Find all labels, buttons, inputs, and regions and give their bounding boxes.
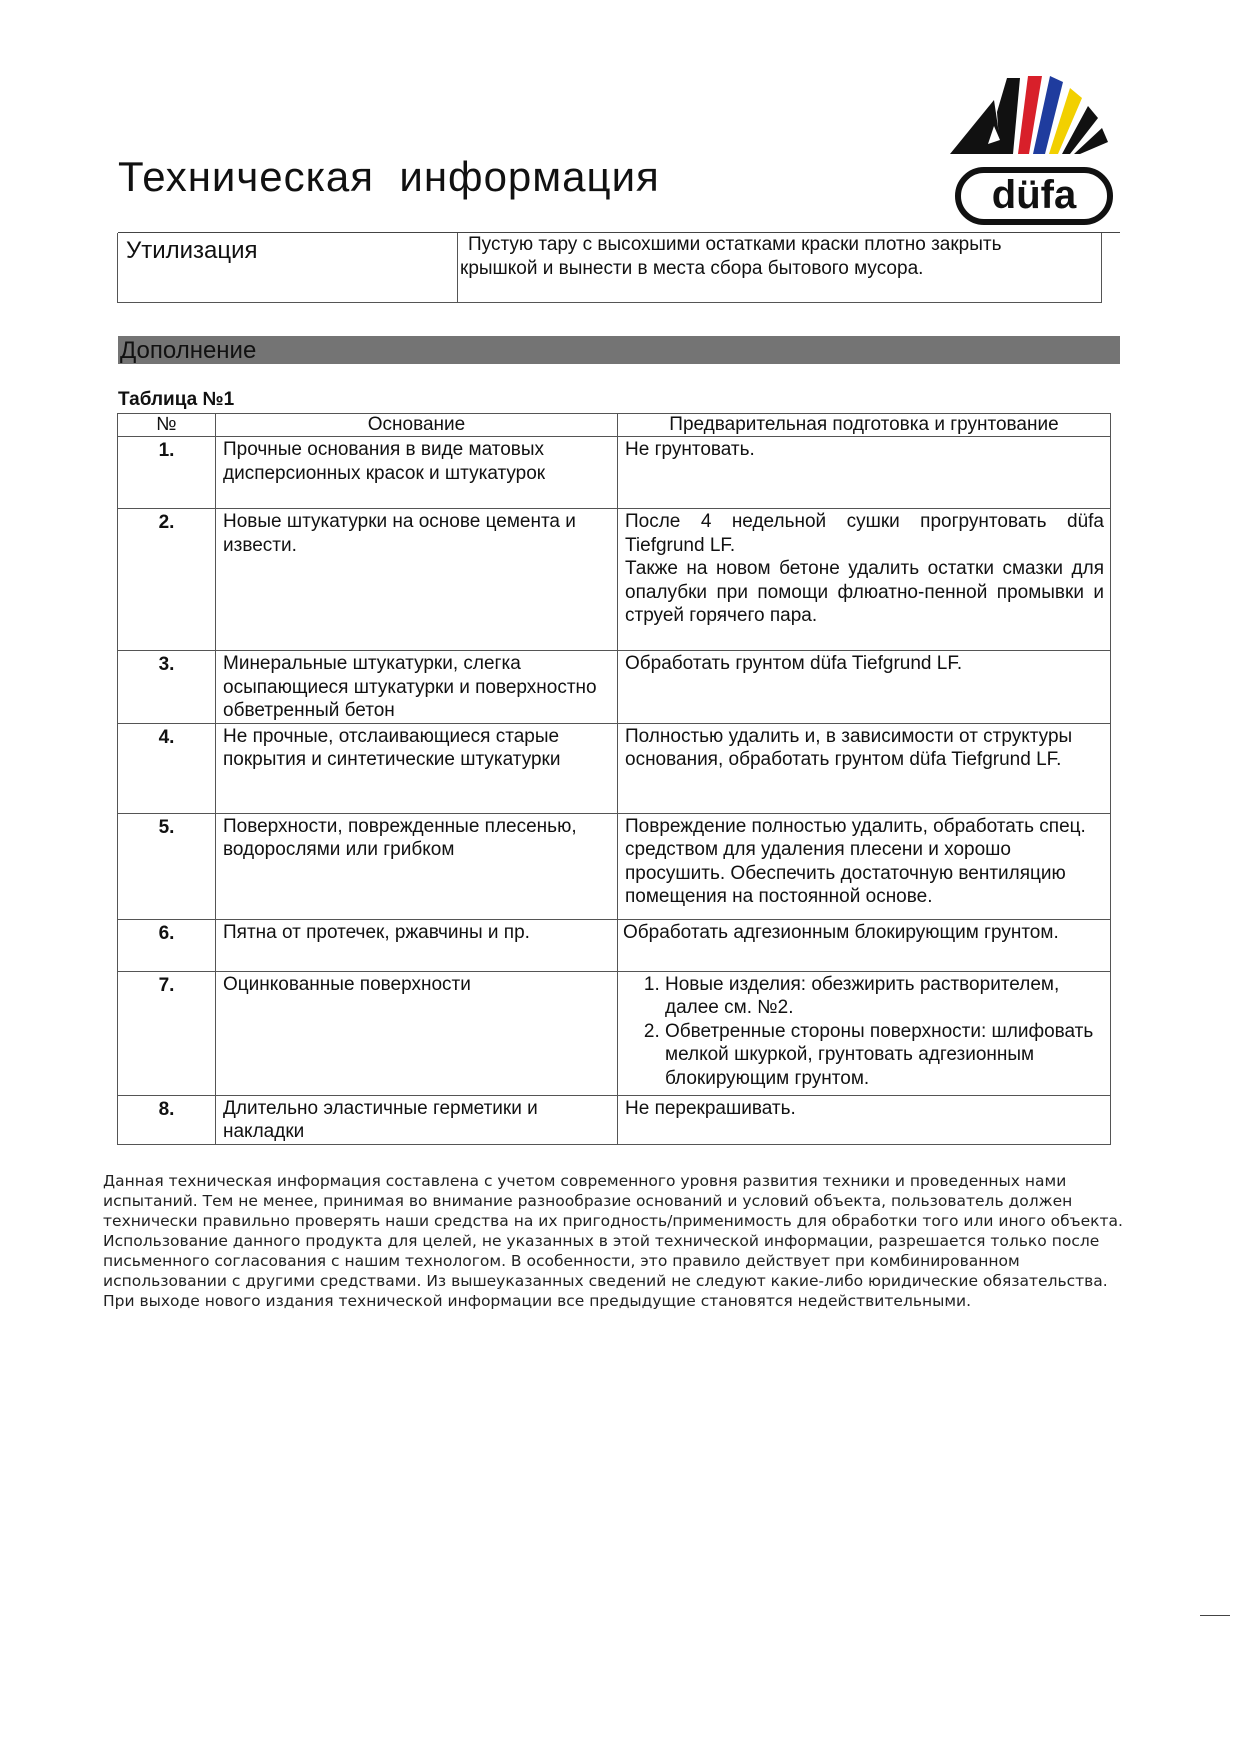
table-row <box>118 509 1111 651</box>
row-preparation-part1: После 4 недельной сушки прогрунтовать düfa Tiefgrund LF. <box>625 511 1104 556</box>
row-preparation: Повреждение полностью удалить, обработать спец. средством для удаления плесени и хорошо просушить. Обеспечить достаточную вентиляцию помещения на постоянной основе. <box>618 813 1111 919</box>
row-number: 7. <box>118 971 216 1095</box>
table-row <box>118 651 1111 724</box>
color-fan-icon <box>950 76 1108 154</box>
row-number: 4. <box>118 723 216 813</box>
row-base: Не прочные, отслаивающиеся старые покрытия и синтетические штукатурки <box>216 723 618 813</box>
table-row <box>118 437 1111 509</box>
row-base: Оцинкованные поверхности <box>216 971 618 1095</box>
preparation-steps <box>625 973 1104 1091</box>
row-preparation: Полностью удалить и, в зависимости от структуры основания, обработать грунтом düfa Tiefgrund LF. <box>618 723 1111 813</box>
row-preparation: Обработать адгезионным блокирующим грунтом. <box>618 919 1111 971</box>
row-number: 6. <box>118 919 216 971</box>
row-base: Пятна от протечек, ржавчины и пр. <box>216 919 618 971</box>
section-header: Дополнение <box>118 336 1120 364</box>
table-row <box>118 723 1111 813</box>
row-number: 2. <box>118 509 216 651</box>
preparation-table <box>117 413 1111 1145</box>
row-preparation <box>618 971 1111 1095</box>
row-number: 3. <box>118 651 216 724</box>
row-base: Длительно эластичные герметики и накладки <box>216 1095 618 1144</box>
row-preparation: Не грунтовать. <box>618 437 1111 509</box>
disposal-text-line1: Пустую тару с высохшими остатками краски плотно закрыть <box>468 234 1002 255</box>
row-preparation: Не перекрашивать. <box>618 1095 1111 1144</box>
row-preparation: Обработать грунтом düfa Tiefgrund LF. <box>618 651 1111 724</box>
row-number: 1. <box>118 437 216 509</box>
disclaimer-text: Данная техническая информация составлена с учетом современного уровня развития техники и проведенных нами испытаний. Тем не менее, принимая во внимание разнообразие оснований и условий объекта, пользователь должен технически правильно проверять наши средства на их пригодность/применимость для обработки того или иного объекта. Использование данного продукта для целей, не указанных в этой технической информации, разрешается только после письменного согласования с нашим технологом. В особенности, это правило действует при комбинированном использовании с другими средствами. Из вышеуказанных сведений не следуют какие-либо юридические обязательства. При выходе нового издания технической информации все предыдущие становятся недействительными. <box>103 1172 1123 1310</box>
table-row <box>118 1095 1111 1144</box>
page-title: Техническая информация <box>118 153 660 200</box>
table-row <box>118 813 1111 919</box>
row-preparation-part2: Также на новом бетоне удалить остатки смазки для опалубки при помощи флюатно-пенной промывки и струей горячего пара. <box>625 558 1104 626</box>
row-base: Новые штукатурки на основе цемента и извести. <box>216 509 618 651</box>
brand-wordmark: düfa <box>991 173 1077 217</box>
table-row <box>118 971 1111 1095</box>
row-base: Минеральные штукатурки, слегка осыпающиеся штукатурки и поверхностно обветренный бетон <box>216 651 618 724</box>
header-base: Основание <box>216 414 618 437</box>
dufa-logo <box>950 70 1120 230</box>
table-caption: Таблица №1 <box>118 389 235 410</box>
table-header-row <box>118 414 1111 437</box>
list-item: 1. Новые изделия: обезжирить растворителем, далее см. №2. <box>665 973 1104 1020</box>
disposal-label: Утилизация <box>126 237 258 264</box>
row-preparation <box>618 509 1111 651</box>
page-edge-mark <box>1200 1615 1230 1616</box>
disposal-divider <box>457 233 458 302</box>
header-number: № <box>118 414 216 437</box>
row-number: 5. <box>118 813 216 919</box>
disposal-text-line2: крышкой и вынести в места сбора бытового мусора. <box>460 258 924 279</box>
row-base: Прочные основания в виде матовых дисперсионных красок и штукатурок <box>216 437 618 509</box>
row-base: Поверхности, поврежденные плесенью, водорослями или грибком <box>216 813 618 919</box>
header-preparation: Предварительная подготовка и грунтование <box>618 414 1111 437</box>
disposal-text <box>460 233 1080 281</box>
table-row <box>118 919 1111 971</box>
list-item: 2. Обветренные стороны поверхности: шлифовать мелкой шкуркой, грунтовать адгезионным блокирующим грунтом. <box>665 1020 1104 1091</box>
disposal-table <box>117 233 1102 303</box>
row-number: 8. <box>118 1095 216 1144</box>
